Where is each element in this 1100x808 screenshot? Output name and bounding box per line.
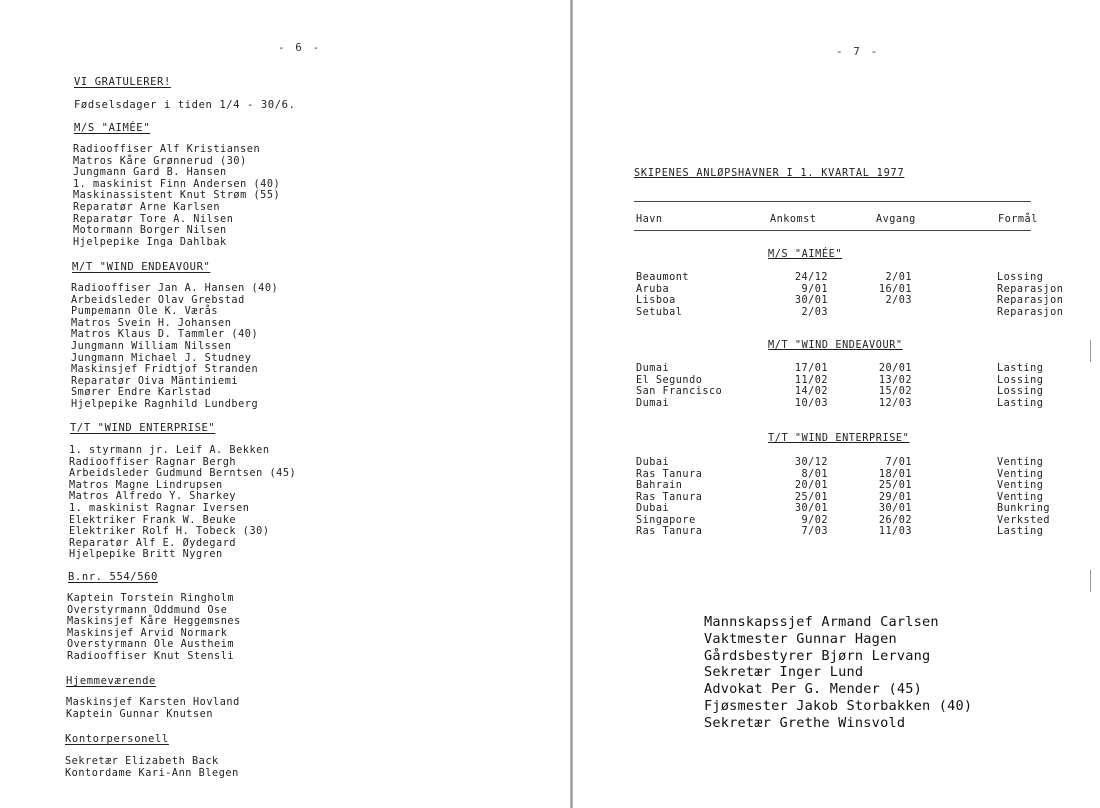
- table-row: [574, 526, 1100, 538]
- name-entry: Arbeidsleder Gudmund Berntsen (45): [69, 468, 297, 480]
- departure-cell: 16/01: [878, 283, 912, 295]
- name-entry: Overstyrmann Ole Austheim: [67, 639, 235, 651]
- name-entry: Jungmann William Nilssen: [71, 340, 232, 352]
- name-entry: Hjelpepike Britt Nygren: [69, 549, 223, 561]
- name-entry: Radiooffiser Ragnar Bergh: [69, 456, 237, 468]
- name-entry: Radiooffiser Jan A. Hansen (40): [71, 283, 279, 294]
- table-row: [574, 492, 1100, 504]
- name-entry: 1. maskinist Ragnar Iversen: [69, 502, 250, 514]
- page-number: - 7 -: [836, 45, 880, 58]
- departure-cell: 11/03: [878, 526, 912, 537]
- name-entry: Jungmann Gard B. Hansen: [73, 167, 227, 179]
- port-cell: Dumai: [636, 363, 670, 374]
- arrival-cell: 7/03: [801, 526, 828, 537]
- arrival-cell: 30/01: [794, 295, 828, 306]
- name-entry: Kaptein Gunnar Knutsen: [66, 708, 214, 720]
- name-entry: Matros Kåre Grønnerud (30): [73, 155, 247, 167]
- port-cell: Ras Tanura: [636, 491, 703, 503]
- purpose-cell: Venting: [997, 468, 1044, 480]
- purpose-cell: Lasting: [997, 397, 1044, 409]
- table-row: [574, 503, 1100, 515]
- name-entry: Jungmann Michael J. Studney: [71, 352, 252, 364]
- departure-cell: 7/01: [885, 457, 912, 468]
- name-entry: Radiooffiser Alf Kristiansen: [73, 144, 261, 155]
- port-cell: El Segundo: [636, 374, 703, 386]
- departure-cell: 30/01: [878, 503, 912, 514]
- departure-cell: 15/02: [878, 386, 912, 397]
- column-header-purpose: Formål: [998, 214, 1038, 225]
- table-row: [574, 284, 1100, 296]
- page-fold: [570, 0, 573, 808]
- staff-birthday-list: [704, 614, 972, 732]
- port-cell: Bahrain: [636, 480, 683, 491]
- name-entry: Maskinsjef Fridtjof Stranden: [71, 364, 259, 376]
- name-entry: Smører Endre Karlstad: [71, 387, 212, 399]
- arrival-cell: 25/01: [794, 491, 828, 503]
- name-entry: Maskinsjef Karsten Hovland: [66, 697, 240, 708]
- name-list-wind-enterprise: [69, 445, 296, 561]
- purpose-cell: Lossing: [997, 374, 1044, 386]
- name-entry: Maskinsjef Kåre Heggemsnes: [67, 616, 241, 628]
- group-title-kontorpersonell: Kontorpersonell: [65, 733, 169, 745]
- staff-entry: Advokat Per G. Mender (45): [704, 681, 922, 698]
- birthday-period: Fødselsdager i tiden 1/4 - 30/6.: [74, 99, 296, 111]
- name-entry: Reparatør Tore A. Nilsen: [73, 213, 234, 225]
- arrival-cell: 9/02: [801, 514, 828, 526]
- name-entry: Reparatør Alf E. Øydegard: [69, 537, 237, 549]
- name-entry: Elektriker Frank W. Beuke: [69, 514, 237, 526]
- departure-cell: 20/01: [878, 363, 912, 374]
- name-list-wind-endeavour: [71, 283, 278, 411]
- staff-entry: Mannskapssjef Armand Carlsen: [704, 614, 939, 630]
- table-row: [574, 375, 1100, 387]
- column-header-departure: Avgang: [876, 214, 916, 225]
- arrival-cell: 30/01: [794, 503, 828, 514]
- name-entry: Reparatør Arne Karlsen: [73, 201, 221, 213]
- name-entry: Arbeidsleder Olav Grebstad: [71, 294, 245, 306]
- name-entry: Sekretær Elizabeth Back: [65, 756, 219, 767]
- port-cell: Dumai: [636, 397, 670, 409]
- arrival-cell: 8/01: [801, 468, 828, 480]
- right-page: [574, 0, 1100, 808]
- name-entry: Maskinassistent Knut Strøm (55): [73, 190, 281, 202]
- name-list-kontorpersonell: [65, 756, 239, 779]
- ship-title: M/T "WIND ENDEAVOUR": [768, 340, 903, 351]
- name-list-hjemmevaerende: [66, 697, 240, 720]
- name-entry: 1. styrmann jr. Leif A. Bekken: [69, 445, 270, 456]
- table-header-rule: [634, 230, 1031, 231]
- name-entry: Matros Alfredo Y. Sharkey: [69, 491, 237, 503]
- name-entry: Motormann Borger Nilsen: [73, 225, 227, 237]
- departure-cell: 26/02: [878, 514, 912, 526]
- table-row: [574, 307, 1100, 319]
- name-entry: Overstyrmann Oddmund Ose: [67, 604, 228, 616]
- name-entry: Matros Klaus D. Tammler (40): [71, 329, 259, 341]
- name-entry: 1. maskinist Finn Andersen (40): [73, 178, 281, 190]
- name-entry: Maskinsjef Arvid Normark: [67, 627, 228, 639]
- table-row: [574, 457, 1100, 469]
- staff-entry: Sekretær Inger Lund: [704, 664, 864, 681]
- purpose-cell: Lossing: [997, 272, 1044, 283]
- name-entry: Pumpemann Ole K. Værås: [71, 306, 219, 318]
- port-cell: Ras Tanura: [636, 468, 703, 480]
- group-title-aimee: M/S "AIMÉE": [74, 122, 151, 134]
- name-entry: Matros Svein H. Johansen: [71, 317, 232, 329]
- group-title-wind-enterprise: T/T "WIND ENTERPRISE": [70, 422, 216, 434]
- arrival-cell: 14/02: [794, 386, 828, 397]
- group-title-wind-endeavour: M/T "WIND ENDEAVOUR": [72, 261, 211, 273]
- staff-entry: Sekretær Grethe Winsvold: [704, 714, 906, 731]
- purpose-cell: Lasting: [997, 526, 1044, 537]
- arrival-cell: 30/12: [794, 457, 828, 468]
- purpose-cell: Venting: [997, 457, 1044, 468]
- purpose-cell: Lossing: [997, 386, 1044, 397]
- table-row: [574, 272, 1100, 284]
- purpose-cell: Bunkring: [997, 503, 1051, 514]
- staff-entry: Fjøsmester Jakob Storbakken (40): [704, 697, 973, 714]
- purpose-cell: Venting: [997, 480, 1044, 491]
- group-title-bnr: B.nr. 554/560: [68, 571, 158, 583]
- purpose-cell: Verksted: [997, 514, 1051, 526]
- name-entry: Matros Magne Lindrupsen: [69, 479, 223, 491]
- purpose-cell: Lasting: [997, 363, 1044, 374]
- table-row: [574, 295, 1100, 307]
- column-header-arrival: Ankomst: [770, 214, 817, 225]
- departure-cell: 12/03: [878, 397, 912, 409]
- name-entry: Kontordame Kari-Ann Blegen: [65, 767, 239, 779]
- page-number: - 6 -: [278, 41, 322, 54]
- arrival-cell: 2/03: [801, 306, 828, 318]
- column-header-port: Havn: [636, 214, 663, 225]
- name-entry: Reparatør Oiva Mäntiniemi: [71, 375, 239, 387]
- name-entry: Radiooffiser Knut Stensli: [67, 650, 235, 662]
- table-row: [574, 363, 1100, 375]
- arrival-cell: 24/12: [794, 272, 828, 283]
- table-top-rule: [634, 201, 1031, 202]
- name-entry: Elektriker Rolf H. Tobeck (30): [69, 526, 270, 538]
- port-cell: Setubal: [636, 306, 683, 318]
- port-cell: Dubai: [636, 503, 670, 514]
- port-cell: Singapore: [636, 514, 696, 526]
- name-entry: Hjelpepike Inga Dahlbak: [73, 236, 227, 248]
- table-row: [574, 398, 1100, 410]
- ship-title: T/T "WIND ENTERPRISE": [768, 433, 910, 444]
- staff-entry: Gårdsbestyrer Bjørn Lervang: [704, 647, 931, 664]
- table-row: [574, 515, 1100, 527]
- name-list-aimee: [73, 144, 280, 248]
- purpose-cell: Venting: [997, 491, 1044, 503]
- name-entry: Hjelpepike Ragnhild Lundberg: [71, 398, 259, 410]
- table-row: [574, 386, 1100, 398]
- port-cell: Aruba: [636, 283, 670, 295]
- group-title-hjemmevaerende: Hjemmeværende: [66, 675, 156, 687]
- port-cell: Beaumont: [636, 272, 690, 283]
- departure-cell: 2/03: [885, 295, 912, 306]
- arrival-cell: 10/03: [794, 397, 828, 409]
- page-heading: VI GRATULERER!: [74, 76, 171, 88]
- departure-cell: 18/01: [878, 468, 912, 480]
- ship-title: M/S "AIMÉE": [768, 249, 843, 260]
- port-cell: Lisboa: [636, 295, 676, 306]
- name-entry: Kaptein Torstein Ringholm: [67, 593, 235, 604]
- purpose-cell: Reparasjon: [997, 306, 1064, 318]
- departure-cell: 29/01: [878, 491, 912, 503]
- table-row: [574, 469, 1100, 481]
- departure-cell: 25/01: [878, 480, 912, 491]
- departure-cell: 13/02: [878, 374, 912, 386]
- arrival-cell: 9/01: [801, 283, 828, 295]
- arrival-cell: 17/01: [794, 363, 828, 374]
- arrival-cell: 11/02: [794, 374, 828, 386]
- port-cell: Ras Tanura: [636, 526, 703, 537]
- purpose-cell: Reparasjon: [997, 283, 1064, 295]
- name-list-bnr: [67, 593, 241, 663]
- departure-cell: 2/01: [885, 272, 912, 283]
- purpose-cell: Reparasjon: [997, 295, 1064, 306]
- port-cell: Dubai: [636, 457, 670, 468]
- port-cell: San Francisco: [636, 386, 723, 397]
- staff-entry: Vaktmester Gunnar Hagen: [704, 630, 897, 647]
- arrival-cell: 20/01: [794, 480, 828, 491]
- table-row: [574, 480, 1100, 492]
- table-title: SKIPENES ANLØPSHAVNER I 1. KVARTAL 1977: [634, 168, 905, 179]
